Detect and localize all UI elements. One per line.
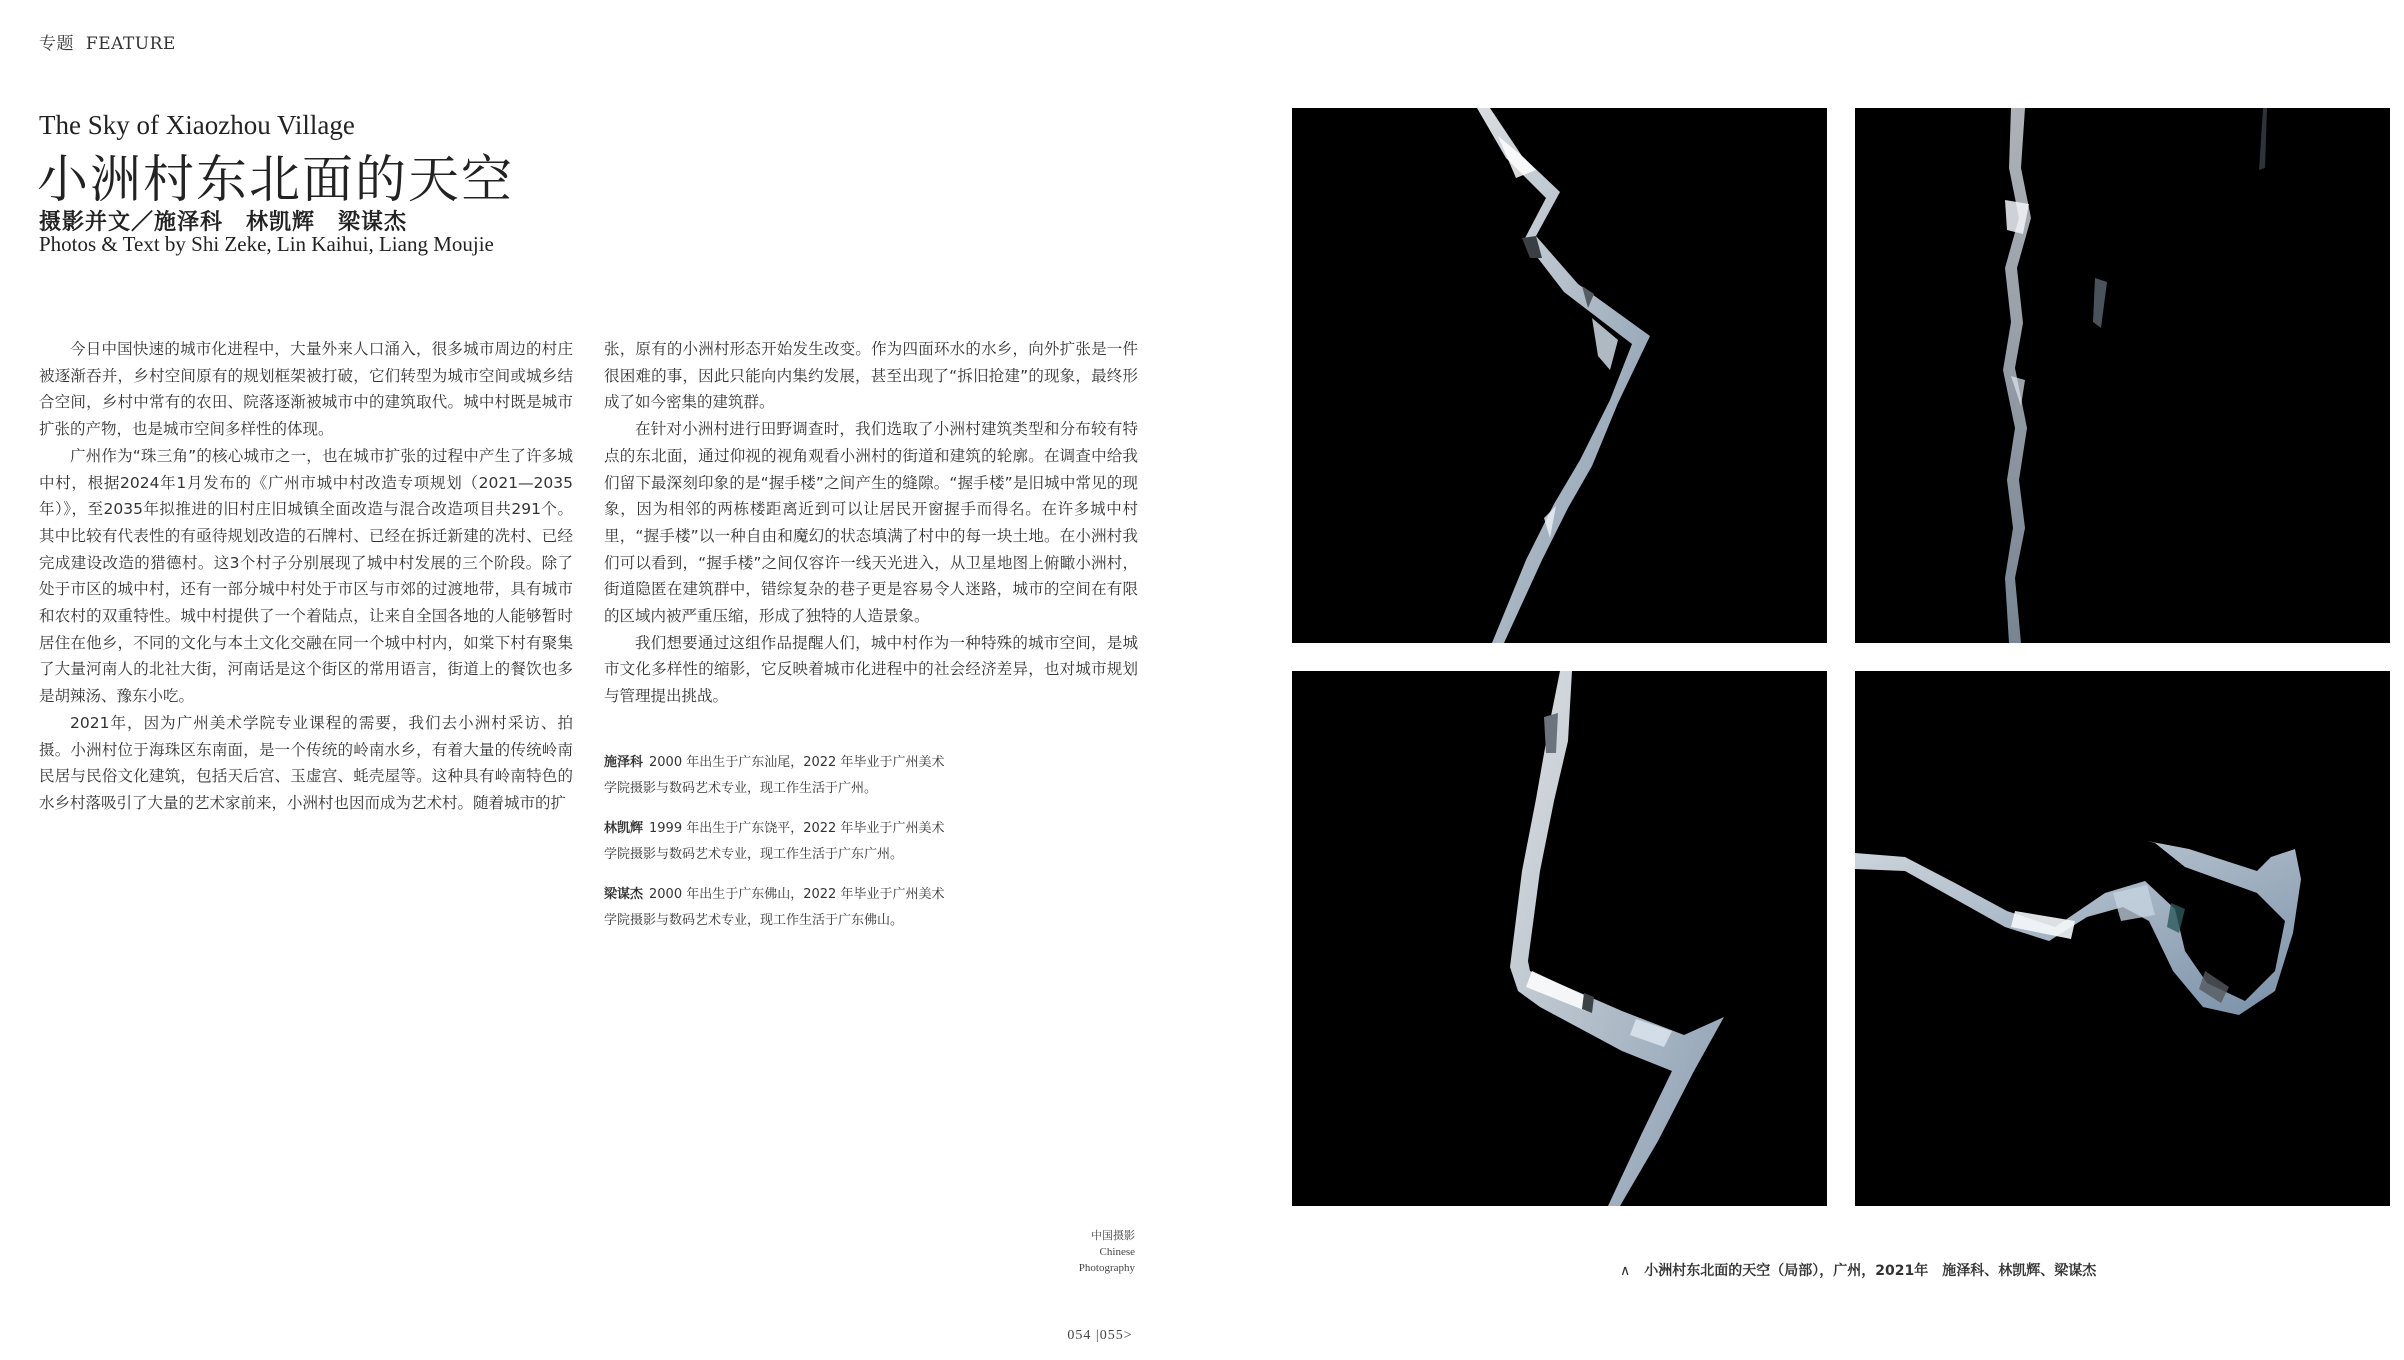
paragraph: 广州作为“珠三角”的核心城市之一，也在城市扩张的过程中产生了许多城中村，根据2024年1月发布的《广州市城中村改造专项规划（2021—2035年）》，至2035年拟推进的旧村庄旧城镇全面改造与混合改造项目共291个。其中比较有代表性的有亟待规划改造的石牌村、已经在拆迁新建的冼村、已经完成建设改造的猎德村。这3个村子分别展现了城中村发展的三个阶段。除了处于市区的城中村，还有一部分城中村处于市区与市郊的过渡地带，具有城市和农村的双重特性。城中村提供了一个着陆点，让来自全国各地的人能够暂时居住在他乡，不同的文化与本土文化交融在同一个城中村内，如棠下村有聚集了大量河南人的北社大街，河南话是这个街区的常用语言，街道上的餐饮也多是胡辣汤、豫东小吃。 <box>39 446 573 706</box>
photo-sky-2 <box>1855 108 2390 643</box>
section-label-cn: 专题 <box>39 34 74 54</box>
sky-crack-image <box>1855 108 2390 643</box>
page-number: 054 |055> <box>1067 1328 1133 1343</box>
article-title-en: The Sky of Xiaozhou Village <box>39 110 355 140</box>
logo-cn: 中国摄影 <box>1091 1230 1135 1242</box>
body-column-1 <box>39 336 573 817</box>
byline-en: Photos & Text by Shi Zeke, Lin Kaihui, Liang Moujie <box>39 232 494 256</box>
author-bio-line: 2000 年出生于广东汕尾，2022 年毕业于广州美术 <box>649 755 945 770</box>
section-header <box>39 29 176 54</box>
body-column-2 <box>604 336 1138 710</box>
byline-cn: 摄影并文／施泽科 林凯辉 梁谋杰 <box>39 210 408 235</box>
caption-text: 小洲村东北面的天空（局部），广州，2021年 施泽科、林凯辉、梁谋杰 <box>1644 1263 2097 1279</box>
paragraph: 2021年，因为广州美术学院专业课程的需要，我们去小洲村采访、拍摄。小洲村位于海珠区东南面，是一个传统的岭南水乡，有着大量的传统岭南民居与民俗文化建筑，包括天后宫、玉虚宫、蚝壳屋等。这种具有岭南特色的水乡村落吸引了大量的艺术家前来，小洲村也因而成为艺术村。随着城市的扩 <box>39 713 573 812</box>
author-bio-line: 学院摄影与数码艺术专业，现工作生活于广州。 <box>604 781 878 796</box>
author-name: 林凯辉 <box>604 821 644 836</box>
author-bio <box>604 750 1084 802</box>
sky-crack-image <box>1292 671 1827 1206</box>
author-bio-line: 学院摄影与数码艺术专业，现工作生活于广东佛山。 <box>604 913 904 928</box>
magazine-logo <box>1020 1228 1135 1276</box>
photo-caption <box>1620 1260 2096 1280</box>
sky-crack-image <box>1855 671 2390 1206</box>
author-bio-line: 1999 年出生于广东饶平，2022 年毕业于广州美术 <box>649 821 945 836</box>
article-title-cn: 小洲村东北面的天空 <box>37 151 515 210</box>
author-name: 施泽科 <box>604 755 644 770</box>
paragraph: 在针对小洲村进行田野调查时，我们选取了小洲村建筑类型和分布较有特点的东北面，通过仰视的视角观看小洲村的街道和建筑的轮廓。在调查中给我们留下最深刻印象的是“握手楼”之间产生的缝隙。“握手楼”是旧城中常见的现象，因为相邻的两栋楼距离近到可以让居民开窗握手而得名。在许多城中村里，“握手楼”以一种自由和魔幻的状态填满了村中的每一块土地。在小洲村我们可以看到，“握手楼”之间仅容许一线天光进入，从卫星地图上俯瞰小洲村，街道隐匿在建筑群中，错综复杂的巷子更是容易令人迷路，城市的空间在有限的区域内被严重压缩，形成了独特的人造景象。 <box>604 420 1138 626</box>
photo-sky-4 <box>1855 671 2390 1206</box>
logo-en-line: Photography <box>1078 1262 1135 1274</box>
sky-crack-image <box>1292 108 1827 643</box>
paragraph: 我们想要通过这组作品提醒人们，城中村作为一种特殊的城市空间，是城市文化多样性的缩影，它反映着城市化进程中的社会经济差异，也对城市规划与管理提出挑战。 <box>604 633 1138 706</box>
logo-en-line: Chinese <box>1099 1246 1135 1258</box>
paragraph: 张，原有的小洲村形态开始发生改变。作为四面环水的水乡，向外扩张是一件很困难的事，因此只能向内集约发展，甚至出现了“拆旧抢建”的现象，最终形成了如今密集的建筑群。 <box>604 340 1138 412</box>
section-label-en: FEATURE <box>85 34 176 54</box>
author-bios <box>604 750 1084 948</box>
photo-sky-3 <box>1292 671 1827 1206</box>
author-name: 梁谋杰 <box>604 887 644 902</box>
author-bio <box>604 882 1084 934</box>
caret-up-icon: ∧ <box>1620 1263 1631 1279</box>
author-bio <box>604 816 1084 868</box>
author-bio-line: 学院摄影与数码艺术专业，现工作生活于广东广州。 <box>604 847 904 862</box>
author-bio-line: 2000 年出生于广东佛山，2022 年毕业于广州美术 <box>649 887 945 902</box>
paragraph: 今日中国快速的城市化进程中，大量外来人口涌入，很多城市周边的村庄被逐渐吞并，乡村空间原有的规划框架被打破，它们转型为城市空间或城乡结合空间，乡村中常有的农田、院落逐渐被城市中的建筑取代。城中村既是城市扩张的产物，也是城市空间多样性的体现。 <box>39 340 573 439</box>
photo-sky-1 <box>1292 108 1827 643</box>
